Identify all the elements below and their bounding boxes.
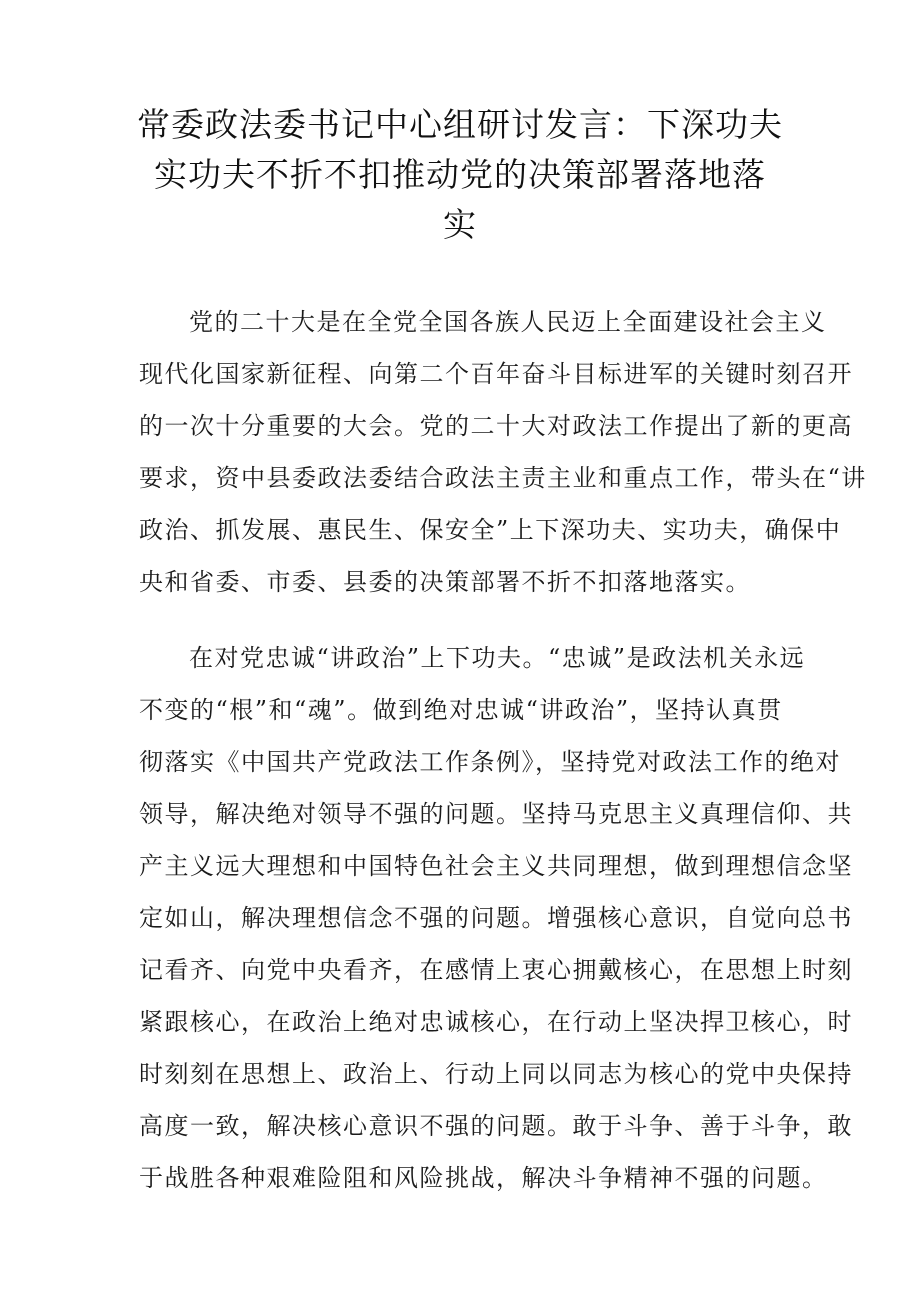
paragraph-line: 政治、抓发展、惠民生、保安全”上下深功夫、实功夫，确保中 <box>139 516 842 544</box>
paragraph-line: 时刻刻在思想上、政治上、行动上同以同志为核心的党中央保持 <box>139 1060 853 1088</box>
title-line: 实功夫不折不扣推动党的决策部署落地落 <box>154 155 766 194</box>
title-line: 实 <box>443 205 477 244</box>
paragraph-line: 现代化国家新征程、向第二个百年奋斗目标进军的关键时刻召开 <box>139 360 853 388</box>
paragraph-line: 彻落实《中国共产党政法工作条例》，坚持党对政法工作的绝对 <box>139 748 841 776</box>
paragraph-line: 党的二十大是在全党全国各族人民迈上全面建设社会主义 <box>189 308 827 336</box>
paragraph-intro <box>139 296 867 608</box>
paragraph-line: 高度一致，解决核心意识不强的问题。敢于斗争、善于斗争，敢 <box>139 1112 853 1140</box>
paragraph-line: 央和省委、市委、县委的决策部署不折不扣落地落实。 <box>139 568 751 596</box>
paragraph-line: 不变的“根”和“魂”。做到绝对忠诚“讲政治”，坚持认真贯 <box>139 696 783 724</box>
title-line: 常委政法委书记中心组研讨发言：下深功夫 <box>137 105 783 144</box>
paragraph-line: 定如山，解决理想信念不强的问题。增强核心意识，自觉向总书 <box>139 904 853 932</box>
paragraph-line: 领导，解决绝对领导不强的问题。坚持马克思主义真理信仰、共 <box>139 800 853 828</box>
paragraph-line: 记看齐、向党中央看齐，在感情上衷心拥戴核心，在思想上时刻 <box>139 956 853 984</box>
paragraph-line: 要求，资中县委政法委结合政法主责主业和重点工作，带头在“讲 <box>139 464 867 492</box>
paragraph-line: 紧跟核心，在政治上绝对忠诚核心，在行动上坚决捍卫核心，时 <box>139 1008 853 1036</box>
paragraph-line: 在对党忠诚“讲政治”上下功夫。“忠诚”是政法机关永远 <box>189 644 806 672</box>
paragraph-line: 于战胜各种艰难险阻和风险挑战，解决斗争精神不强的问题。 <box>139 1164 828 1192</box>
paragraph-line: 的一次十分重要的大会。党的二十大对政法工作提出了新的更高 <box>139 412 853 440</box>
document-title <box>120 100 800 250</box>
paragraph-politics <box>139 632 853 1204</box>
paragraph-line: 产主义远大理想和中国特色社会主义共同理想，做到理想信念坚 <box>139 852 853 880</box>
